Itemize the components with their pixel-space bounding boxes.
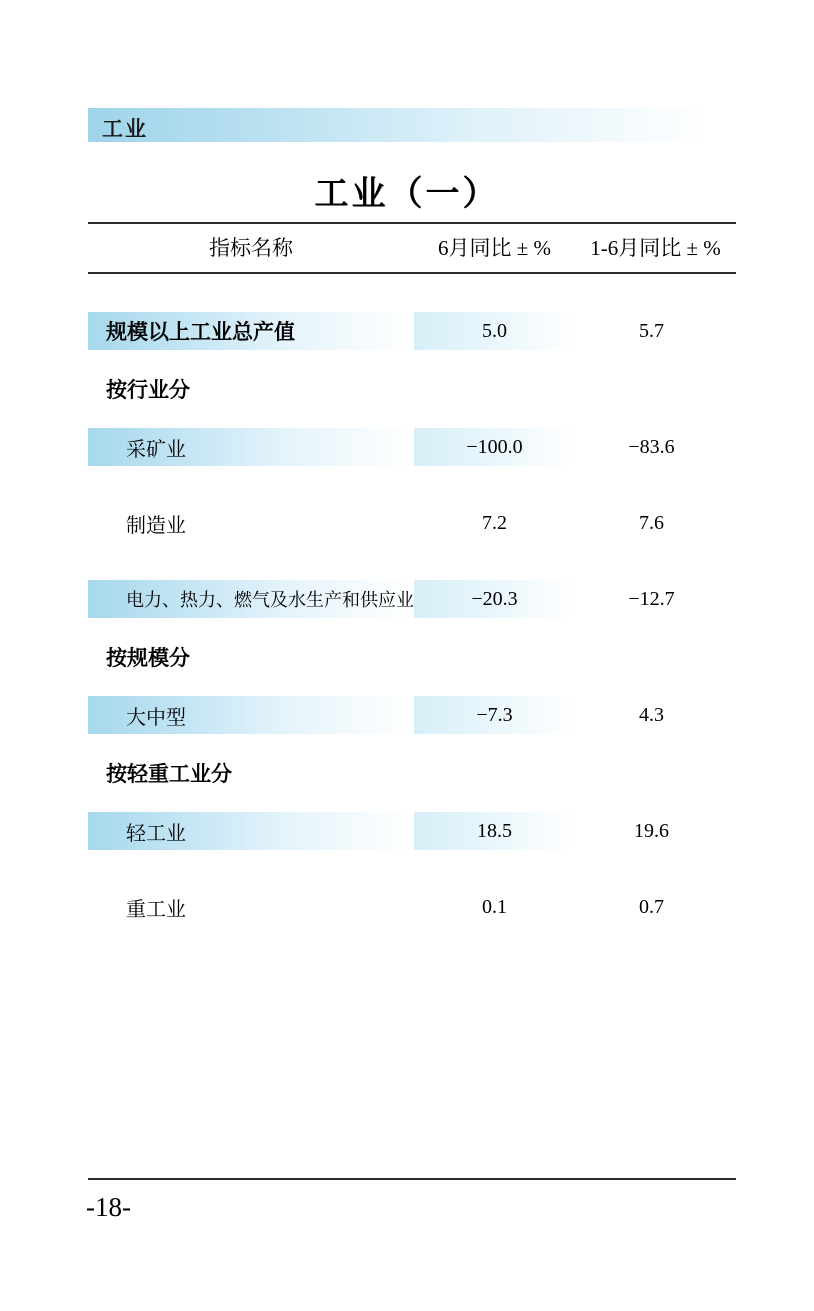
indicator-name: 规模以上工业总产值 [88, 312, 414, 350]
running-header-band [88, 108, 710, 142]
indicator-name: 按轻重工业分 [106, 763, 232, 786]
table-row [88, 312, 736, 350]
table-spacer-row [88, 542, 736, 580]
page-title: 工业（一） [314, 176, 500, 213]
indicator-name: 采矿业 [88, 428, 414, 466]
footer-divider [88, 1178, 736, 1180]
table-row [88, 504, 736, 542]
running-header-label: 工业 [102, 118, 148, 141]
indicator-name: 制造业 [126, 514, 186, 537]
table-row [88, 580, 736, 618]
value-june-yoy [414, 754, 575, 792]
table-spacer-row [88, 734, 736, 754]
value-jan-june-yoy: −83.6 [575, 428, 736, 466]
statistics-table-wrapper [88, 222, 736, 926]
table-body [88, 273, 736, 926]
value-june-yoy: 18.5 [414, 812, 575, 850]
table-row [88, 812, 736, 850]
value-june-yoy: −100.0 [414, 428, 575, 466]
value-june-yoy: −7.3 [414, 696, 575, 734]
page-number: -18- [86, 1192, 131, 1222]
value-jan-june-yoy: −12.7 [575, 580, 736, 618]
indicator-name: 按行业分 [106, 379, 190, 402]
table-row [88, 888, 736, 926]
table-spacer-row [88, 850, 736, 888]
table-group-row [88, 638, 736, 676]
statistics-table [88, 222, 736, 926]
table-group-row [88, 370, 736, 408]
table-spacer-row [88, 350, 736, 370]
value-jan-june-yoy [575, 370, 736, 408]
value-jan-june-yoy: 5.7 [575, 312, 736, 350]
indicator-name: 轻工业 [88, 812, 414, 850]
column-header-june-yoy: 6月同比 ± % [414, 223, 575, 273]
table-spacer-row [88, 618, 736, 638]
table-spacer-row [88, 792, 736, 812]
value-june-yoy [414, 370, 575, 408]
table-spacer-row [88, 408, 736, 428]
table-spacer-row [88, 676, 736, 696]
table-header-row [88, 223, 736, 273]
indicator-name: 重工业 [126, 898, 186, 921]
indicator-name: 电力、热力、燃气及水生产和供应业 [88, 580, 414, 618]
table-spacer-row [88, 466, 736, 504]
table-row [88, 428, 736, 466]
table-header [88, 223, 736, 273]
value-june-yoy: 7.2 [482, 511, 507, 534]
value-jan-june-yoy [575, 638, 736, 676]
value-jan-june-yoy [575, 754, 736, 792]
value-june-yoy: 0.1 [482, 895, 507, 918]
indicator-name: 按规模分 [106, 647, 190, 670]
value-jan-june-yoy: 7.6 [639, 511, 664, 534]
value-jan-june-yoy: 19.6 [575, 812, 736, 850]
table-group-row [88, 754, 736, 792]
value-jan-june-yoy: 0.7 [639, 895, 664, 918]
value-june-yoy: 5.0 [414, 312, 575, 350]
indicator-name: 大中型 [88, 696, 414, 734]
table-spacer-row [88, 273, 736, 312]
value-jan-june-yoy: 4.3 [575, 696, 736, 734]
value-june-yoy: −20.3 [414, 580, 575, 618]
column-header-jan-june-yoy: 1-6月同比 ± % [575, 223, 736, 273]
column-header-indicator: 指标名称 [88, 223, 414, 273]
table-row [88, 696, 736, 734]
value-june-yoy [414, 638, 575, 676]
